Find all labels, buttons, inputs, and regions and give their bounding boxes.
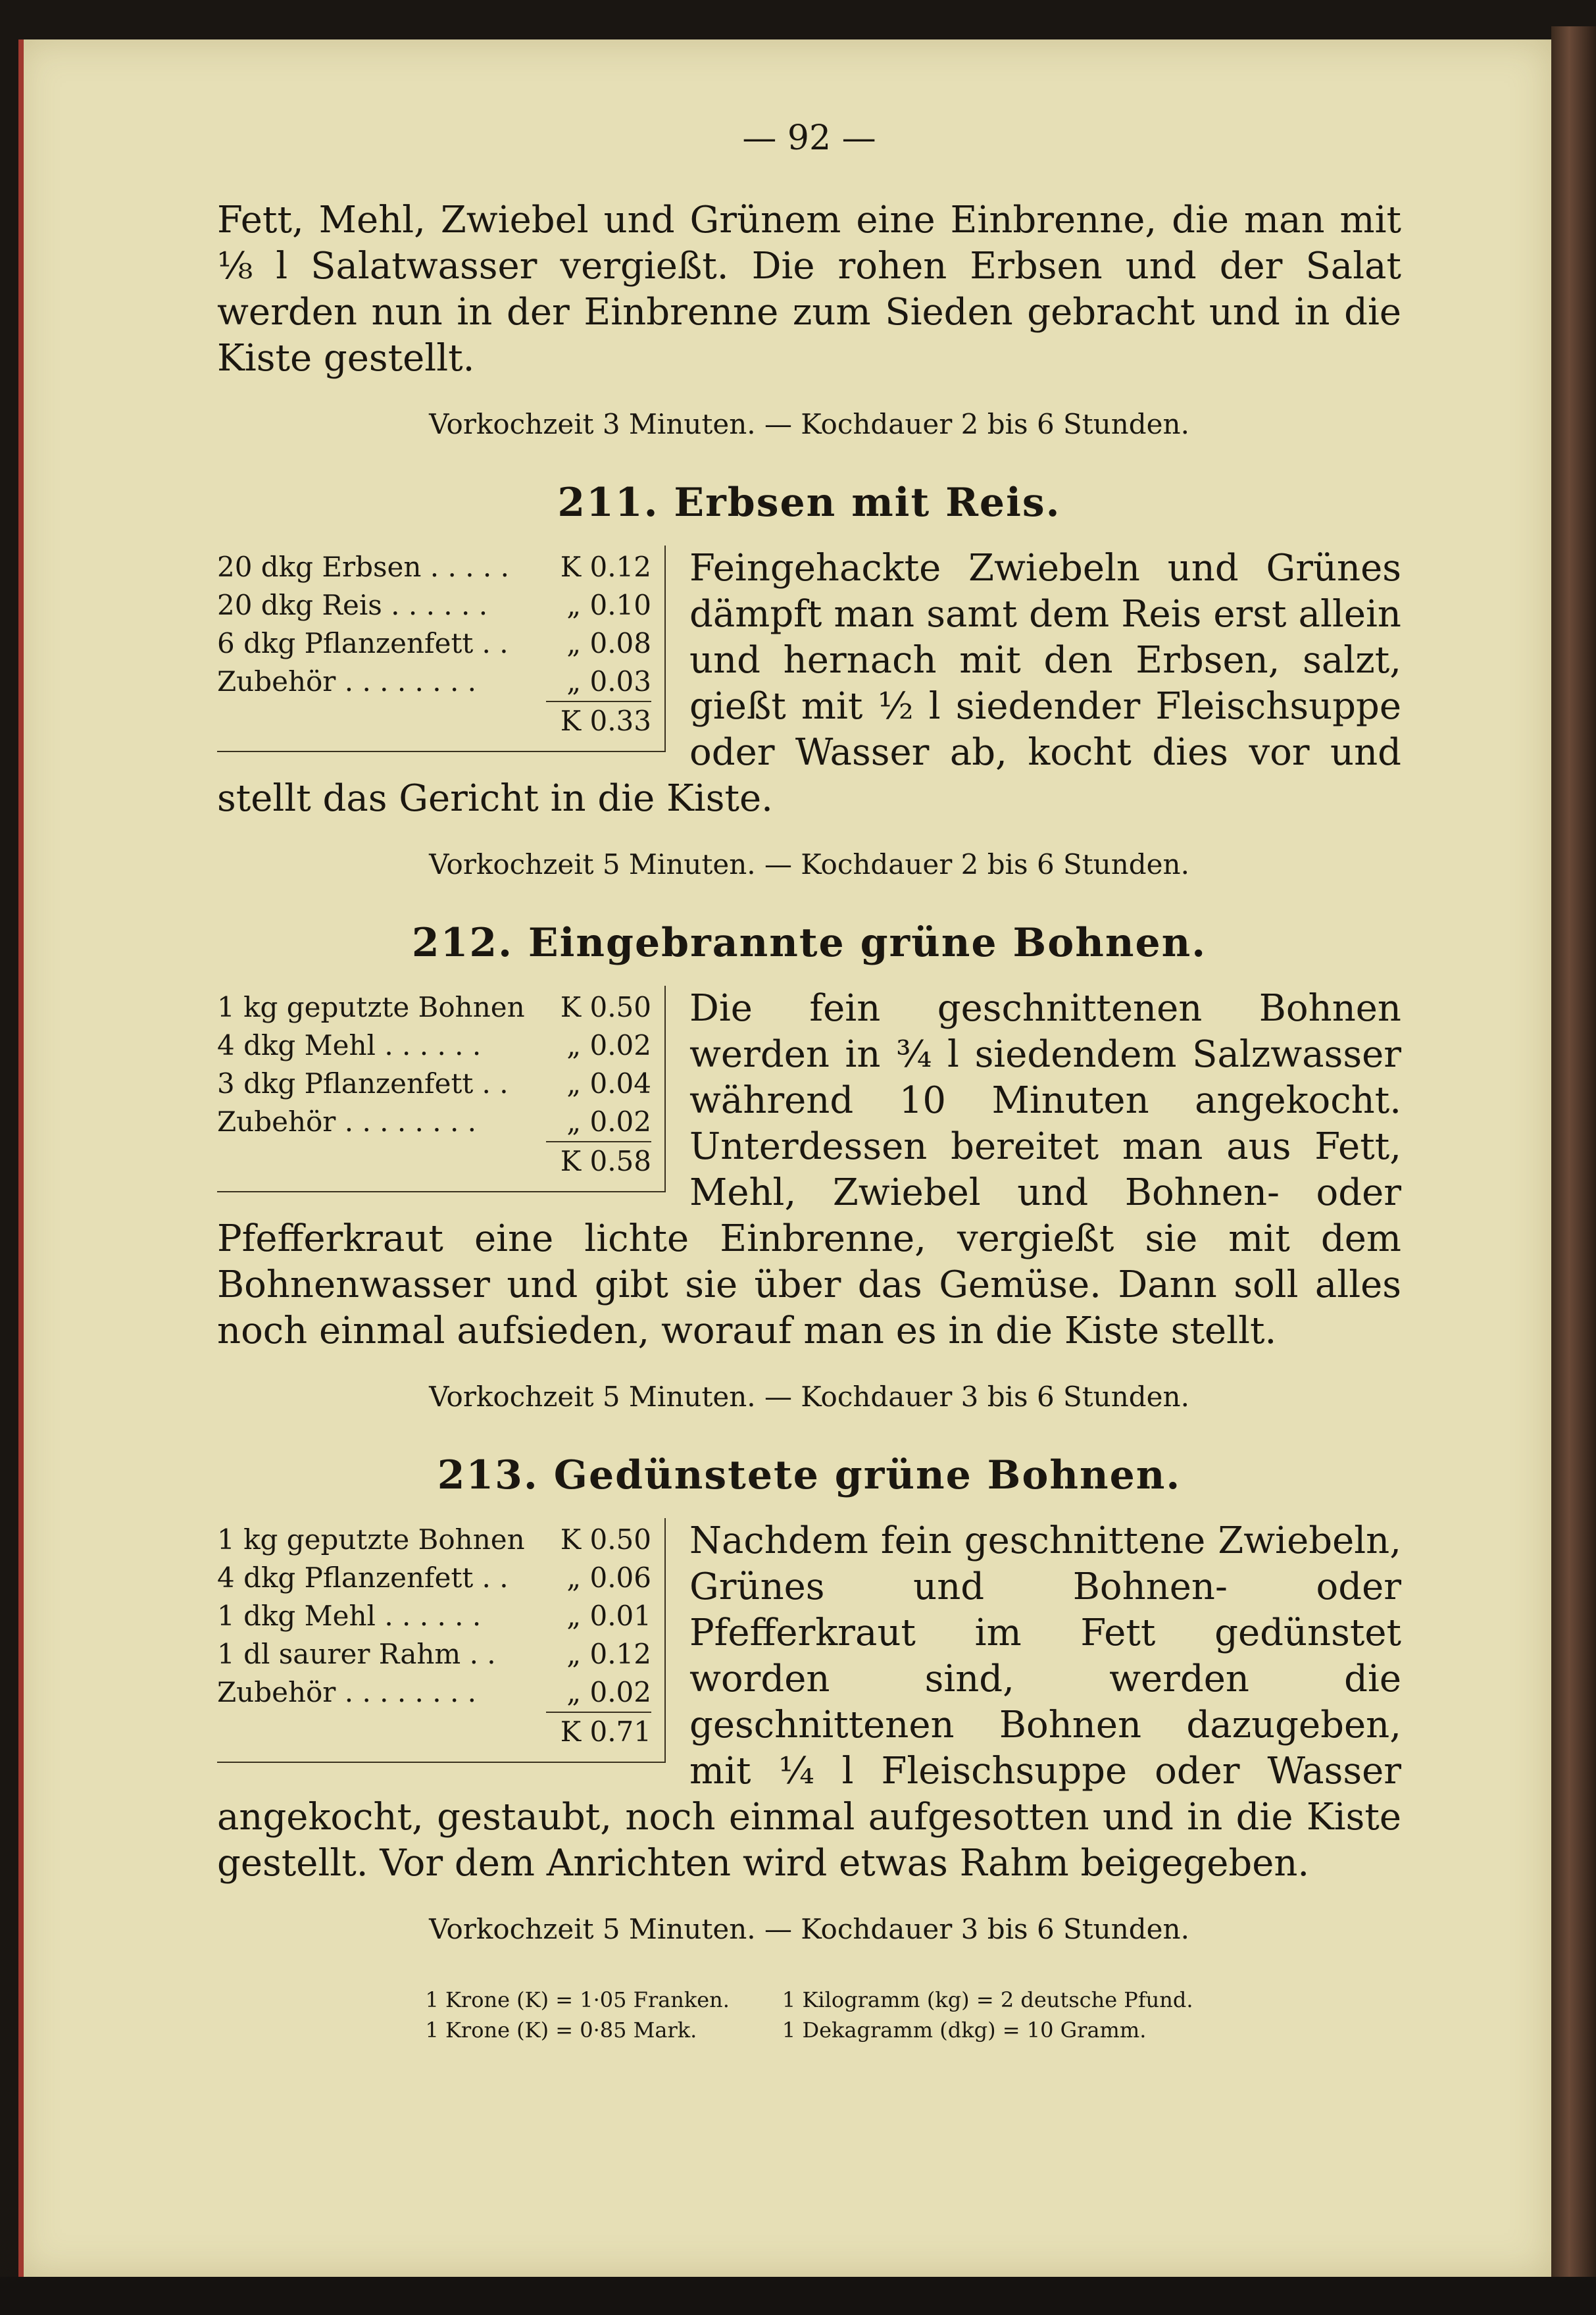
ingredient-name: 20 dkg Erbsen . . . . . xyxy=(217,551,509,583)
recipe-213-title: 213. Gedünstete grüne Bohnen. xyxy=(437,1452,1182,1498)
intro-paragraph: Fett, Mehl, Zwiebel und Grünem eine Einbrenne, die man mit ⅛ l Salatwasser vergießt. Die rohen Erbsen und der Salat werden nun in der Einbrenne zum Sieden gebracht und in die Kiste gestellt. xyxy=(217,199,1401,380)
footnotes xyxy=(217,1985,1401,2045)
ingredient-row xyxy=(217,663,651,701)
ingredient-price: „ 0.01 xyxy=(566,1600,651,1632)
ingredient-name: Zubehör . . . . . . . . xyxy=(217,1676,476,1708)
ingredient-name: Zubehör . . . . . . . . xyxy=(217,665,476,698)
page-edge xyxy=(18,39,24,2277)
ingredient-name: 1 kg geputzte Bohnen xyxy=(217,1523,525,1556)
ingredient-total: K 0.33 xyxy=(546,701,651,740)
ingredient-name: 1 dkg Mehl . . . . . . xyxy=(217,1600,482,1632)
ingredient-list xyxy=(217,986,666,1192)
ingredient-name: 6 dkg Pflanzenfett . . xyxy=(217,627,509,659)
recipe-method: Feingehackte Zwiebeln und Grünes dämpft man samt dem Reis erst allein und hernach mit den Erbsen, salzt, gießt mit ½ l siedender Fleischsuppe oder Wasser ab, kocht dies vor und stellt das Gericht in die Kiste. xyxy=(217,547,1401,820)
ingredient-list xyxy=(217,546,666,752)
recipe-timing: Vorkochzeit 5 Minuten. — Kochdauer 3 bis 6 Stunden. xyxy=(429,1913,1189,1945)
ingredient-price: „ 0.10 xyxy=(566,589,651,621)
ingredient-name: Zubehör . . . . . . . . xyxy=(217,1106,476,1138)
footnote: 1 Krone (K) = 0·85 Mark. xyxy=(425,2018,697,2043)
recipe-211-title: 211. Erbsen mit Reis. xyxy=(557,480,1061,526)
ingredient-price: „ 0.02 xyxy=(566,1676,651,1708)
recipe-212 xyxy=(217,986,1401,1354)
footnotes-left xyxy=(425,1985,729,2045)
ingredient-name: 1 kg geputzte Bohnen xyxy=(217,991,525,1023)
recipe-method: Nachdem fein geschnittene Zwiebeln, Grünes und Bohnen- oder Pfefferkraut im Fett gedünstet worden sind, werden die geschnittenen Bohnen dazugeben, mit ¼ l Fleischsuppe oder Wasser angekocht, gestaubt, noch einmal aufgesotten und in die Kiste gestellt. Vor dem Anrichten wird etwas Rahm beigegeben. xyxy=(217,1519,1401,1885)
ingredient-total: K 0.71 xyxy=(546,1712,651,1751)
ingredient-total: K 0.58 xyxy=(546,1141,651,1181)
ingredient-price: K 0.12 xyxy=(560,551,651,583)
ingredient-price: „ 0.03 xyxy=(566,665,651,698)
ingredient-price: „ 0.02 xyxy=(566,1106,651,1138)
ingredient-row xyxy=(217,1103,651,1141)
recipe-211 xyxy=(217,546,1401,822)
ingredient-price: „ 0.04 xyxy=(566,1067,651,1100)
recipe-timing: Vorkochzeit 5 Minuten. — Kochdauer 3 bis 6 Stunden. xyxy=(429,1381,1189,1413)
footnotes-right xyxy=(782,1985,1193,2045)
ingredient-price: K 0.50 xyxy=(560,991,651,1023)
ingredient-price: „ 0.02 xyxy=(566,1029,651,1061)
footnote: 1 Kilogramm (kg) = 2 deutsche Pfund. xyxy=(782,1987,1193,2012)
ingredient-row xyxy=(217,988,651,1027)
ingredient-name: 4 dkg Pflanzenfett . . xyxy=(217,1562,509,1594)
ingredient-row xyxy=(217,1559,651,1597)
ingredient-row xyxy=(217,548,651,586)
ingredient-name: 4 dkg Mehl . . . . . . xyxy=(217,1029,482,1061)
ingredient-price: K 0.50 xyxy=(560,1523,651,1556)
ingredient-price: „ 0.06 xyxy=(566,1562,651,1594)
intro-timing: Vorkochzeit 3 Minuten. — Kochdauer 2 bis 6 Stunden. xyxy=(429,408,1189,440)
page-number: — 92 — xyxy=(742,118,876,158)
ingredient-row xyxy=(217,1027,651,1065)
footnote: 1 Krone (K) = 1·05 Franken. xyxy=(425,1987,730,2012)
ingredient-row xyxy=(217,1673,651,1712)
recipe-212-title: 212. Eingebrannte grüne Bohnen. xyxy=(411,920,1207,966)
ingredient-name: 20 dkg Reis . . . . . . xyxy=(217,589,488,621)
page-content xyxy=(217,118,1401,2045)
ingredient-row xyxy=(217,1635,651,1673)
ingredient-name: 3 dkg Pflanzenfett . . xyxy=(217,1067,509,1100)
ingredient-row xyxy=(217,1521,651,1559)
ingredient-name: 1 dl saurer Rahm . . xyxy=(217,1638,496,1670)
ingredient-row xyxy=(217,1065,651,1103)
ingredient-row xyxy=(217,624,651,663)
ingredient-price: „ 0.12 xyxy=(566,1638,651,1670)
book-spine xyxy=(1551,26,1596,2290)
ingredient-row xyxy=(217,1597,651,1635)
recipe-timing: Vorkochzeit 5 Minuten. — Kochdauer 2 bis 6 Stunden. xyxy=(429,848,1189,880)
recipe-213 xyxy=(217,1518,1401,1887)
scan-background xyxy=(0,2277,1596,2315)
ingredient-row xyxy=(217,586,651,624)
ingredient-list xyxy=(217,1518,666,1763)
ingredient-price: „ 0.08 xyxy=(566,627,651,659)
recipe-method: Die fein geschnittenen Bohnen werden in ¾ l siedendem Salzwasser während 10 Minuten angekocht. Unterdessen bereitet man aus Fett, Mehl, Zwiebel und Bohnen- oder Pfefferkraut eine lichte Einbrenne, vergießt sie mit dem Bohnenwasser und gibt sie über das Gemüse. Dann soll alles noch einmal aufsieden, worauf man es in die Kiste stellt. xyxy=(217,987,1401,1352)
footnote: 1 Dekagramm (dkg) = 10 Gramm. xyxy=(782,2018,1147,2043)
